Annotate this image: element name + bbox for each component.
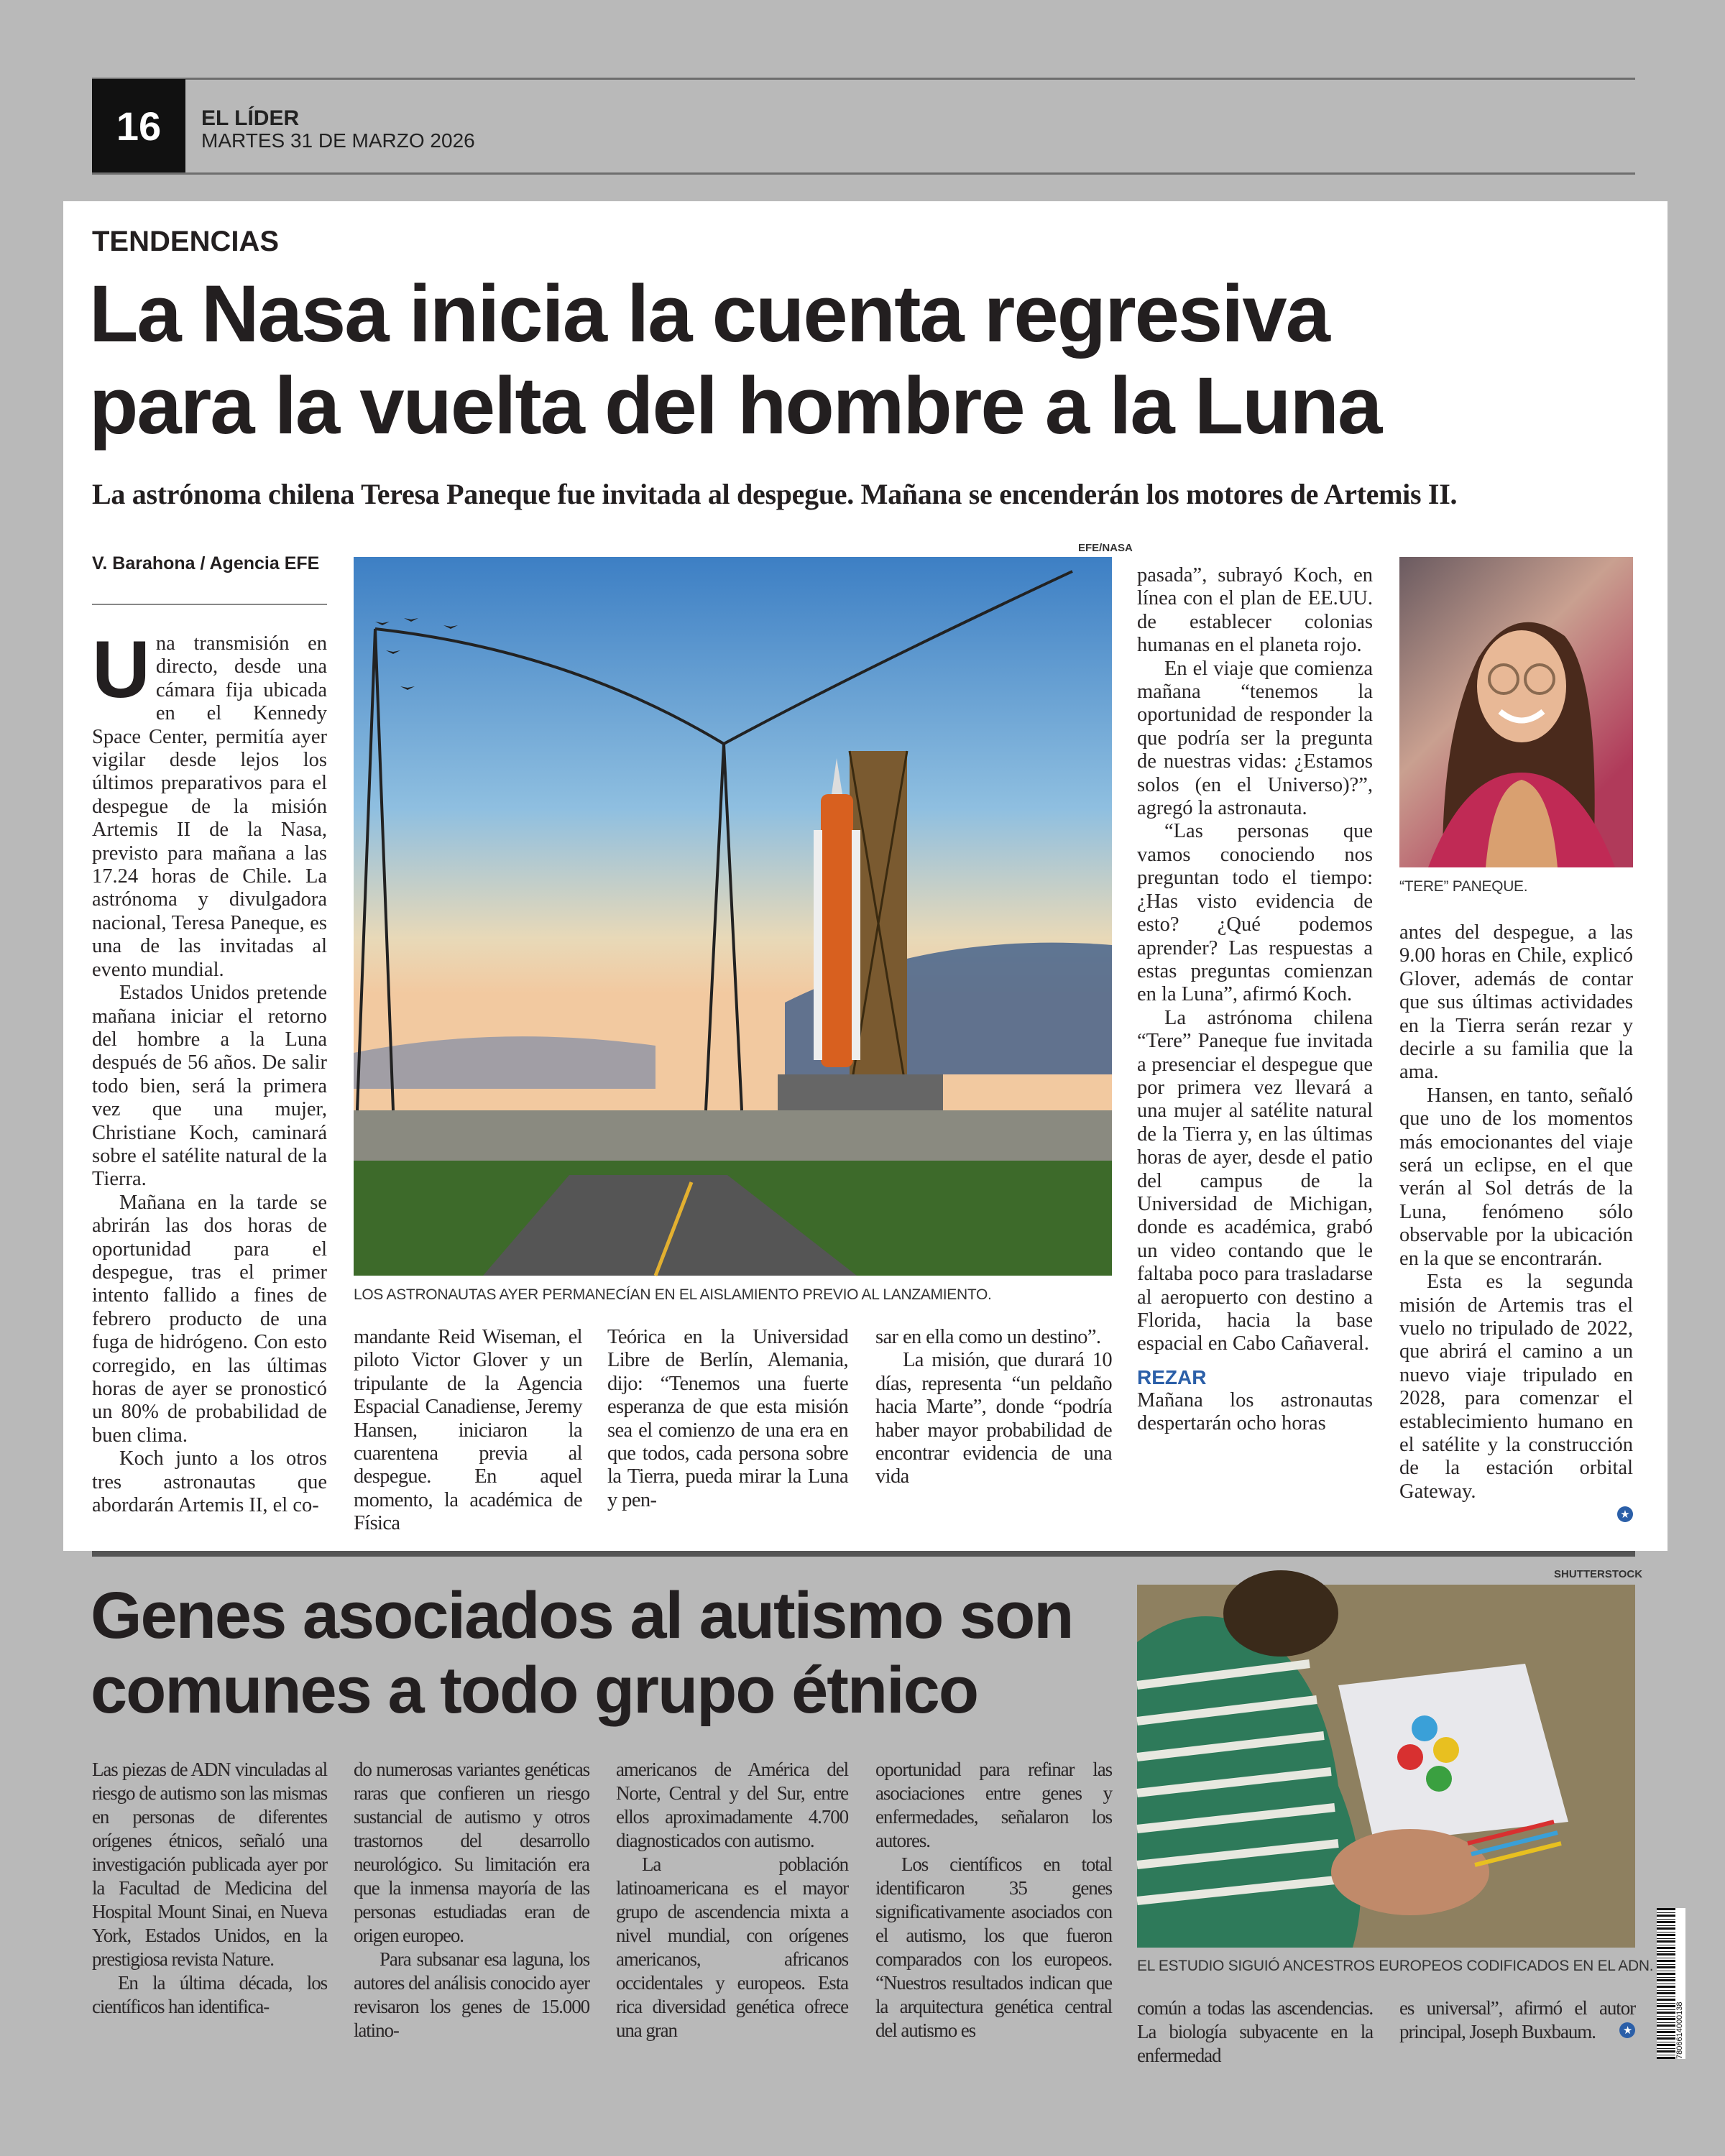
- byline-rule: [92, 604, 327, 605]
- article-column-3: [607, 1326, 848, 1519]
- paragraph: na transmisión en directo, desde una cámara fija ubicada en el Kennedy Space Center, permitía ayer vigilar desde lejos los últimos preparativos para el despegue de la misión Artemis II de la Nasa, previsto para mañana a las 17.24 horas de Chile. La astrónoma y divulgadora nacional, Teresa Paneque, es una de las invitadas al evento mundial.: [92, 632, 327, 981]
- paragraph: Esta es la segunda misión de Artemis tras el vuelo no tripulado de 2022, que abrirá el camino a un nuevo viaje tripulado en 2028, para comenzar el establecimiento humano en el satélite y la construcción de la estación orbital Gateway.: [1399, 1271, 1633, 1503]
- second-column-6: [1399, 1996, 1635, 2071]
- header-bottom-rule: [92, 172, 1635, 175]
- subheadline: La astrónoma chilena Teresa Paneque fue invitada al despegue. Mañana se encenderán los motores de Artemis II.: [92, 478, 1458, 510]
- barcode: [1657, 1908, 1685, 2059]
- portrait-photo: [1399, 557, 1633, 867]
- barcode-bars: [1657, 1908, 1675, 2059]
- issue-date: MARTES 31 DE MARZO 2026: [201, 129, 475, 152]
- portrait-caption: “TERE” PANEQUE.: [1399, 878, 1528, 895]
- article-column-6: [1399, 921, 1633, 1519]
- paragraph: antes del despegue, a las 9.00 horas en Chile, explicó Glover, además de contar que sus últimas actividades en la Tierra serán rezar y decirle a su familia que la ama.: [1399, 921, 1633, 1084]
- end-mark-star-icon: ★: [1619, 2022, 1635, 2038]
- paragraph: La astrónoma chilena “Tere” Paneque fue invitada a presenciar el despegue que por primera vez llevará a una mujer al satélite natural de la Tierra y, en las últimas horas de ayer, desde el patio del campus de la Universidad de Michigan, donde es académica, grabó un video contando que le faltaba poco para trasladarse al aeropuerto con destino a Florida, hacia la base espacial en Cabo Cañaveral.: [1137, 1006, 1373, 1355]
- second-column-1: [92, 1758, 327, 2071]
- paragraph: Teórica en la Universidad Libre de Berlín, Alemania, dijo: “Tenemos una fuerte esperanza de que esta misión sea el comienzo de una era en que todos, cada persona sobre la Tierra, pueda mirar la Luna y pen-: [607, 1326, 848, 1511]
- paragraph: oportunidad para refinar las asociaciones entre genes y enfermedades, señalaron los autores.: [875, 1759, 1112, 1851]
- paragraph: americanos de América del Norte, Central y del Sur, entre ellos aproximadamente 4.700 diagnosticados con autismo.: [616, 1759, 848, 1851]
- paragraph: Los científicos en total identificaron 35 genes significativamente asociados con el autismo, los que fueron comparados con los europeos. “Nuestros resultados indican que la arquitectura genética central del autismo es: [875, 1853, 1112, 2041]
- second-column-2: [354, 1758, 589, 2071]
- paragraph: Hansen, en tanto, señaló que uno de los momentos más emocionantes del viaje será un eclipse, en el que verán al Sol detrás de la Luna, fenómeno sólo observable por la ubicación en la que se encontrarán.: [1399, 1084, 1633, 1270]
- launch-pad-photo: [354, 557, 1112, 1276]
- article-divider: [92, 1551, 1635, 1557]
- paragraph: común a todas las ascendencias. La biología subyacente en la enfermedad: [1137, 1997, 1373, 2066]
- headline-line-2: para la vuelta del hombre a la Luna: [89, 361, 1381, 451]
- paragraph: pasada”, subrayó Koch, en línea con el plan de EE.UU. de establecer colonias humanas en el planeta rojo.: [1137, 564, 1373, 657]
- paragraph: Mañana en la tarde se abrirán las dos horas de oportunidad para el despegue, tras el primer intento fallido a fines de febrero producto de una fuga de hidrógeno. Con esto corregido, en las últimas horas de ayer se pronosticó un 80% de probabilidad de buen clima.: [92, 1191, 327, 1447]
- byline: V. Barahona / Agencia EFE: [92, 553, 320, 573]
- section-label: TENDENCIAS: [92, 226, 280, 257]
- second-headline-line-2: comunes a todo grupo étnico: [91, 1654, 978, 1727]
- paragraph: mandante Reid Wiseman, el piloto Victor Glover y un tripulante de la Agencia Espacial Canadiense, Jeremy Hansen, iniciaron la cuarentena previa al despegue. En aquel momento, la académica de Física: [354, 1326, 582, 1535]
- photo-caption: LOS ASTRONAUTAS AYER PERMANECÍAN EN EL AISLAMIENTO PREVIO AL LANZAMIENTO.: [354, 1286, 992, 1303]
- second-headline-line-1: Genes asociados al autismo son: [91, 1579, 1073, 1652]
- child-drawing-photo: [1137, 1585, 1635, 1948]
- paragraph: Estados Unidos pretende mañana iniciar el retorno del hombre a la Luna después de 56 años. De salir todo bien, será la primera vez que una mujer, Christiane Koch, caminará sobre el satélite natural de la Tierra.: [92, 982, 327, 1191]
- paragraph: sar en ella como un destino”.: [875, 1326, 1101, 1348]
- paragraph: “Las personas que vamos conociendo nos preguntan todo el tiempo: ¿Has visto evidencia de esto? ¿Qué podemos aprender? Las respuestas a estas preguntas comienzan en la Luna”, afirmó Koch.: [1137, 820, 1373, 1006]
- subsection-heading: REZAR: [1137, 1365, 1207, 1388]
- header-top-rule: [92, 78, 1635, 80]
- photo-credit: SHUTTERSTOCK: [1554, 1568, 1643, 1580]
- article-column-4: [875, 1326, 1112, 1519]
- photo-caption: EL ESTUDIO SIGUIÓ ANCESTROS EUROPEOS CODIFICADOS EN EL ADN.: [1137, 1958, 1654, 1974]
- paragraph: Mañana los astronautas despertarán ocho horas: [1137, 1388, 1373, 1435]
- article-column-5: [1137, 564, 1373, 1519]
- second-column-5: [1137, 1996, 1373, 2071]
- page-number: 16: [92, 79, 185, 172]
- rocket-launch-pad-illustration: [354, 557, 1112, 1276]
- end-mark-star-icon: ★: [1617, 1506, 1633, 1522]
- second-column-4: [875, 1758, 1112, 2071]
- paragraph: Koch junto a los otros tres astronautas que abordarán Artemis II, el co-: [92, 1447, 327, 1517]
- barcode-number: 7806614000138: [1675, 2001, 1684, 2059]
- paragraph: La población latinoamericana es el mayor grupo de ascendencia mixta a nivel mundial, con orígenes americanos, africanos occidentales y europeos. Esta rica diversidad genética ofrece una gran: [616, 1853, 848, 2041]
- woman-portrait-illustration: [1399, 557, 1633, 867]
- article-column-1: [92, 625, 327, 1518]
- newspaper-name: EL LÍDER: [201, 106, 300, 130]
- article-column-2: [354, 1326, 582, 1535]
- paragraph: En el viaje que comienza mañana “tenemos la oportunidad de responder la que podría ser la pregunta de nuestras vidas: ¿Estamos solos (en el Universo)?”, agregó la astronauta.: [1137, 657, 1373, 820]
- photo-credit: EFE/NASA: [1078, 542, 1133, 554]
- dropcap: U: [92, 625, 150, 714]
- headline-line-1: La Nasa inicia la cuenta regresiva: [89, 269, 1329, 359]
- paragraph: Para subsanar esa laguna, los autores del análisis conocido ayer revisaron los genes de 15.000 latino-: [354, 1948, 589, 2041]
- paragraph: La misión, que durará 10 días, representa “un peldaño hacia Marte”, donde “podría haber mayor probabilidad de encontrar evidencia de una vida: [875, 1349, 1112, 1488]
- child-coloring-illustration: [1137, 1585, 1635, 1948]
- paragraph: Las piezas de ADN vinculadas al riesgo de autismo son las mismas en personas de diferentes orígenes étnicos, señaló una investigación publicada ayer por la Facultad de Medicina del Hospital Mount Sinai, en Nueva York, Estados Unidos, en la prestigiosa revista Nature.: [92, 1759, 327, 1970]
- paragraph: do numerosas variantes genéticas raras que confieren un riesgo sustancial de autismo y otros trastornos del desarrollo neurológico. Su limitación era que la inmensa mayoría de las personas estudiadas eran de origen europeo.: [354, 1759, 589, 1946]
- paragraph: es universal”, afirmó el autor principal, Joseph Buxbaum.: [1399, 1997, 1635, 2042]
- paragraph: En la última década, los científicos han identifica-: [92, 1972, 327, 2017]
- second-column-3: [616, 1758, 848, 2071]
